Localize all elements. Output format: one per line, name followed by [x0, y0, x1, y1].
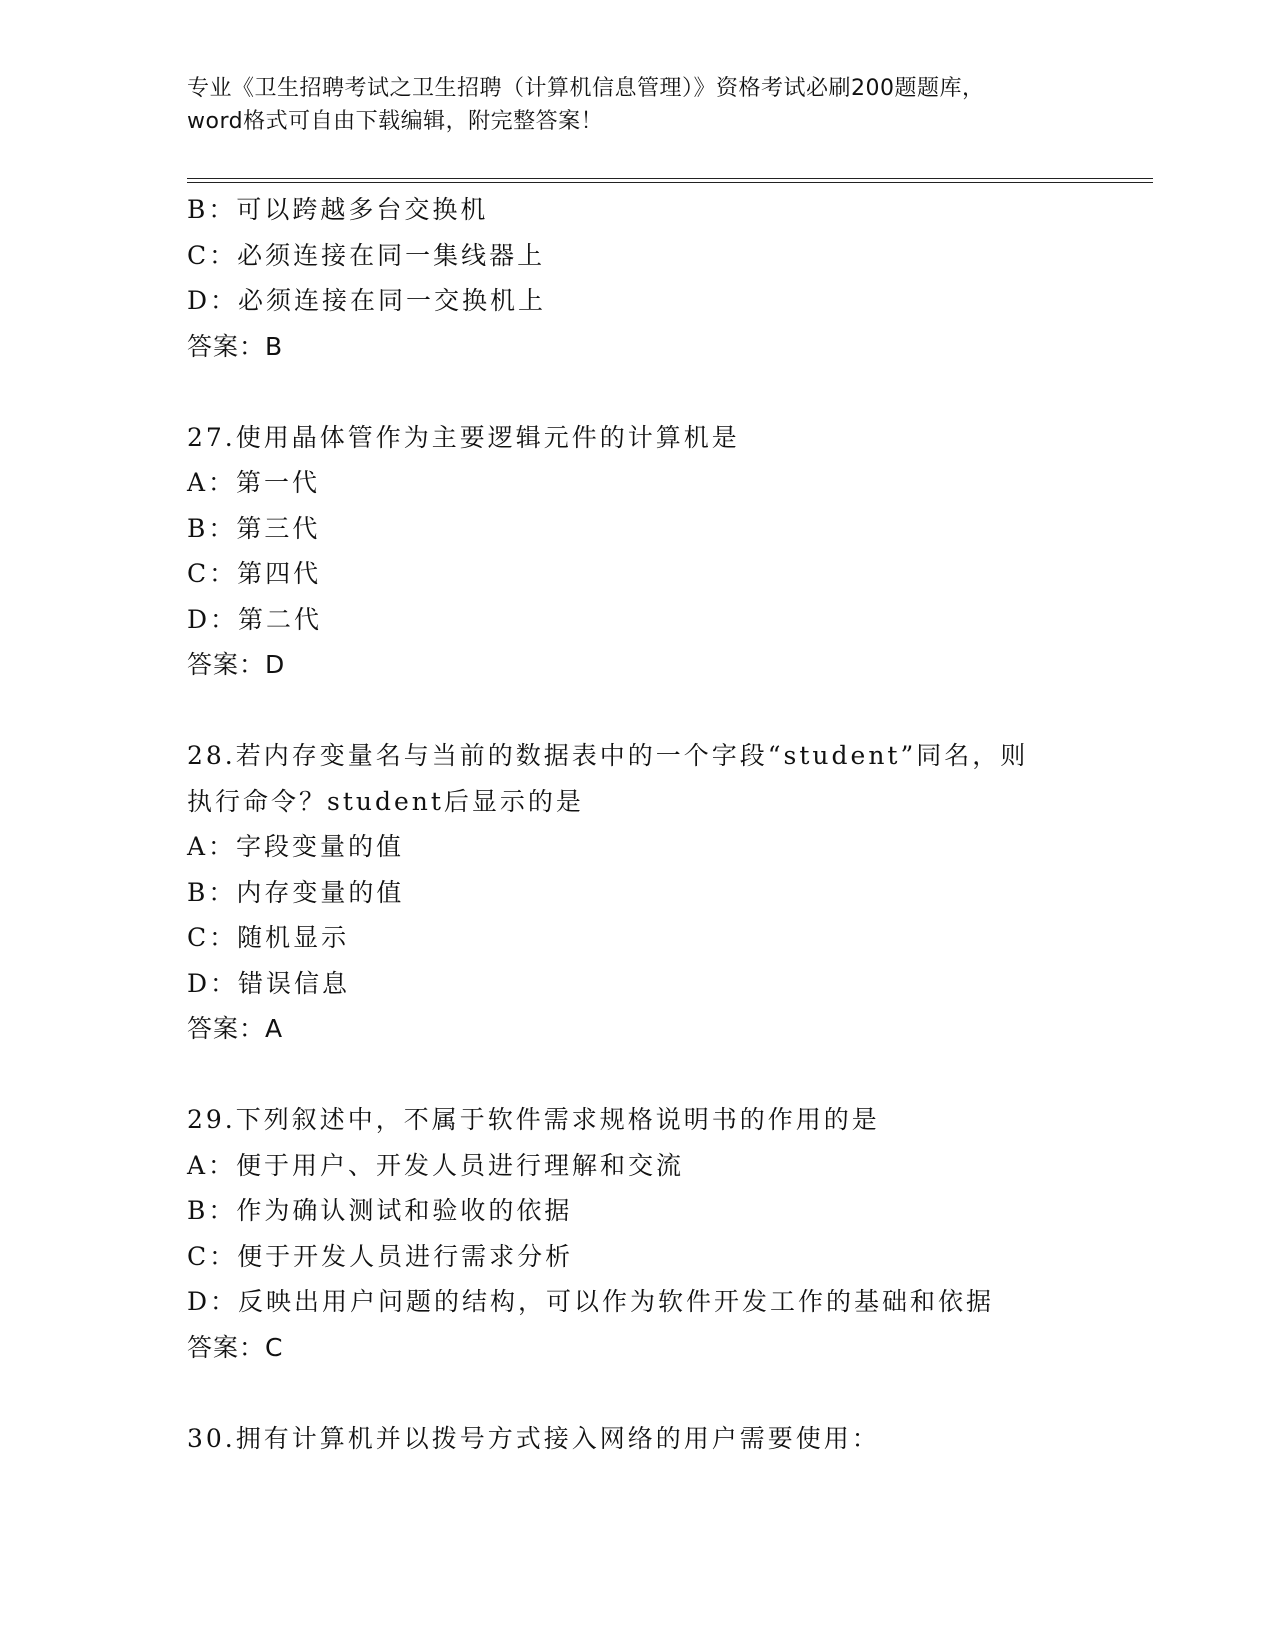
header-divider-bottom	[187, 182, 1153, 183]
question-gap	[187, 688, 1153, 734]
option-d: D：必须连接在同一交换机上	[187, 286, 547, 315]
header-line-2: word格式可自由下载编辑，附完整答案！	[187, 109, 604, 134]
question-27	[187, 415, 1153, 688]
option-a: A：字段变量的值	[187, 832, 405, 861]
option-c: C：第四代	[187, 559, 322, 588]
question-text-line-1: 28.若内存变量名与当前的数据表中的一个字段“student”同名，则	[187, 741, 1029, 770]
option-b: B：作为确认测试和验收的依据	[187, 1196, 573, 1225]
option-d: D：反映出用户问题的结构，可以作为软件开发工作的基础和依据	[187, 1287, 995, 1316]
question-text: 30.拥有计算机并以拨号方式接入网络的用户需要使用：	[187, 1423, 880, 1453]
option-b: B：可以跨越多台交换机	[187, 195, 489, 224]
question-gap	[187, 369, 1153, 415]
option-d: D：错误信息	[187, 968, 351, 998]
answer: 答案：D	[187, 650, 286, 679]
option-c: C：必须连接在同一集线器上	[187, 240, 546, 270]
question-30	[187, 1416, 1153, 1462]
option-c: C：随机显示	[187, 923, 350, 952]
option-a: A：便于用户、开发人员进行理解和交流	[187, 1150, 685, 1180]
header-line-1: 专业《卫生招聘考试之卫生招聘（计算机信息管理）》资格考试必刷200题题库，	[187, 76, 985, 101]
question-text-line-2: 执行命令？student后显示的是	[187, 786, 584, 816]
answer: 答案：A	[187, 1014, 284, 1043]
answer: 答案：C	[187, 1332, 284, 1362]
option-d: D：第二代	[187, 604, 323, 634]
question-26	[187, 187, 1153, 369]
question-text: 29.下列叙述中，不属于软件需求规格说明书的作用的是	[187, 1105, 880, 1134]
option-b: B：第三代	[187, 513, 321, 543]
option-b: B：内存变量的值	[187, 877, 405, 907]
question-text: 27.使用晶体管作为主要逻辑元件的计算机是	[187, 422, 740, 452]
option-c: C：便于开发人员进行需求分析	[187, 1241, 574, 1271]
question-28	[187, 733, 1153, 1052]
option-a: A：第一代	[187, 468, 321, 497]
document-header	[187, 72, 1087, 138]
question-gap	[187, 1370, 1153, 1416]
answer: 答案：B	[187, 331, 284, 361]
question-gap	[187, 1052, 1153, 1098]
question-list	[187, 187, 1153, 1461]
question-29	[187, 1097, 1153, 1370]
header-divider-top	[187, 178, 1153, 179]
